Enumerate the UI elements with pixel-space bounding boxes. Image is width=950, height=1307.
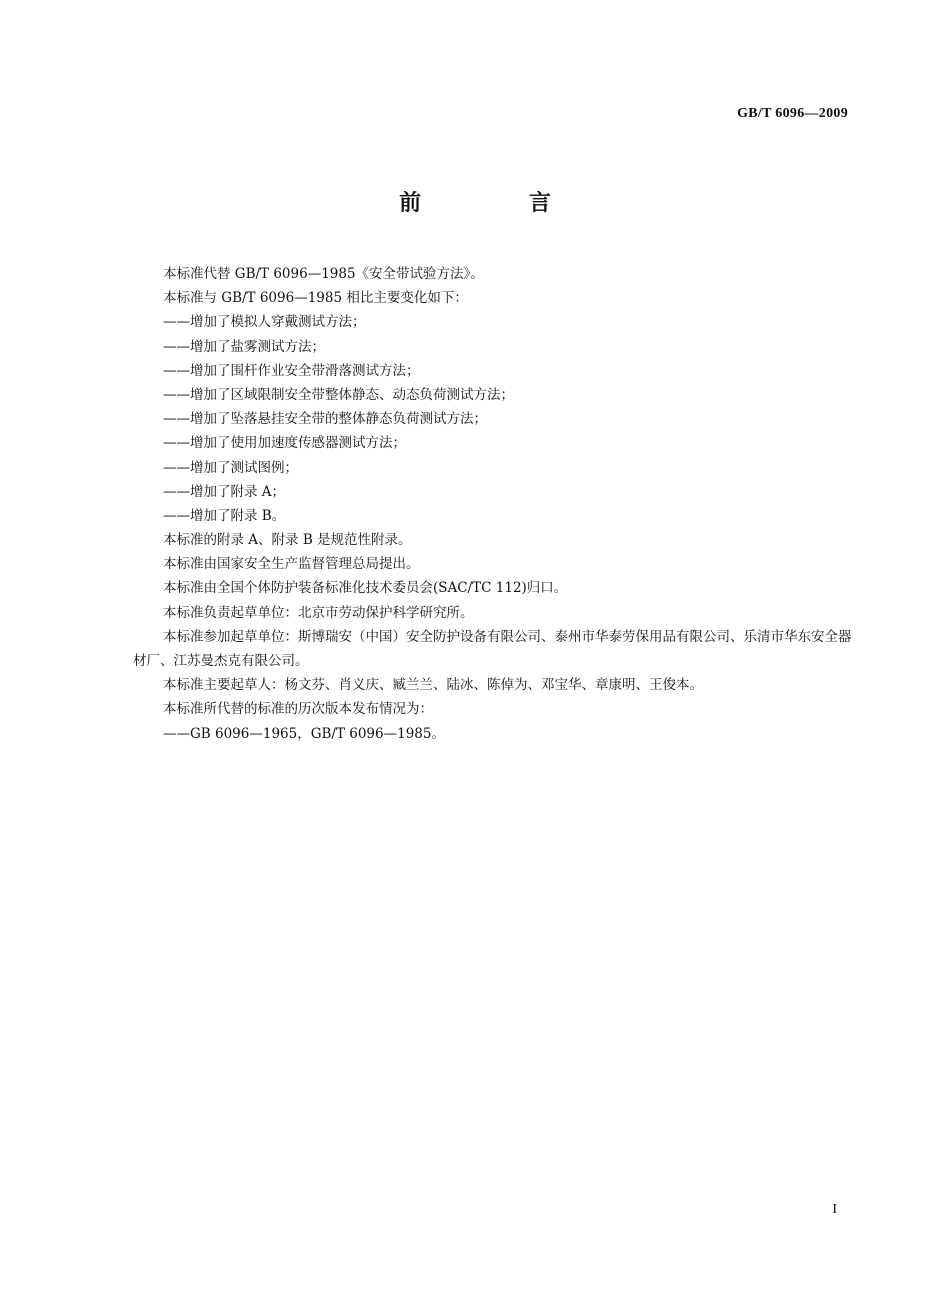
standard-code: GB/T 6096—2009 [737, 106, 848, 121]
change-item: ——增加了测试图例； [163, 459, 298, 476]
change-item: ——增加了坠落悬挂安全带的整体静态负荷测试方法； [163, 411, 487, 428]
history-item: ——GB 6096—1965，GB/T 6096—1985。 [163, 725, 445, 742]
paragraph-replaces: 本标准代替 GB/T 6096—1985《安全带试验方法》。 [163, 266, 484, 282]
change-item: ——增加了附录 A； [163, 483, 286, 500]
paragraph-centralized-by: 本标准由全国个体防护装备标准化技术委员会(SAC/TC 112)归口。 [163, 580, 568, 597]
paragraph-proposed-by: 本标准由国家安全生产监督管理总局提出。 [163, 556, 420, 573]
preface-body [133, 262, 853, 746]
paragraph-drafters: 本标准主要起草人：杨文芬、肖义庆、臧兰兰、陆冰、陈倬为、邓宝华、章康明、王俊本。 [163, 677, 703, 694]
paragraph-annexes: 本标准的附录 A、附录 B 是规范性附录。 [163, 532, 412, 549]
change-item: ——增加了盐雾测试方法； [163, 338, 325, 355]
page-title: 前 言 [399, 191, 601, 216]
page-number: I [832, 1202, 837, 1217]
paragraph-participating-units: 本标准参加起草单位：斯博瑞安（中国）安全防护设备有限公司、泰州市华泰劳保用品有限公司、乐清市华东安全器材厂、江苏曼杰克有限公司。 [133, 628, 852, 670]
change-item: ——增加了围杆作业安全带滑落测试方法； [163, 362, 420, 379]
change-item: ——增加了使用加速度传感器测试方法； [163, 435, 406, 452]
paragraph-history-intro: 本标准所代替的标准的历次版本发布情况为： [163, 701, 433, 718]
paragraph-drafting-unit: 本标准负责起草单位：北京市劳动保护科学研究所。 [163, 604, 474, 621]
change-item: ——增加了区域限制安全带整体静态、动态负荷测试方法； [163, 386, 514, 403]
paragraph-changes-intro: 本标准与 GB/T 6096—1985 相比主要变化如下： [163, 290, 468, 307]
change-item: ——增加了附录 B。 [163, 507, 286, 524]
change-item: ——增加了模拟人穿戴测试方法； [163, 314, 366, 331]
